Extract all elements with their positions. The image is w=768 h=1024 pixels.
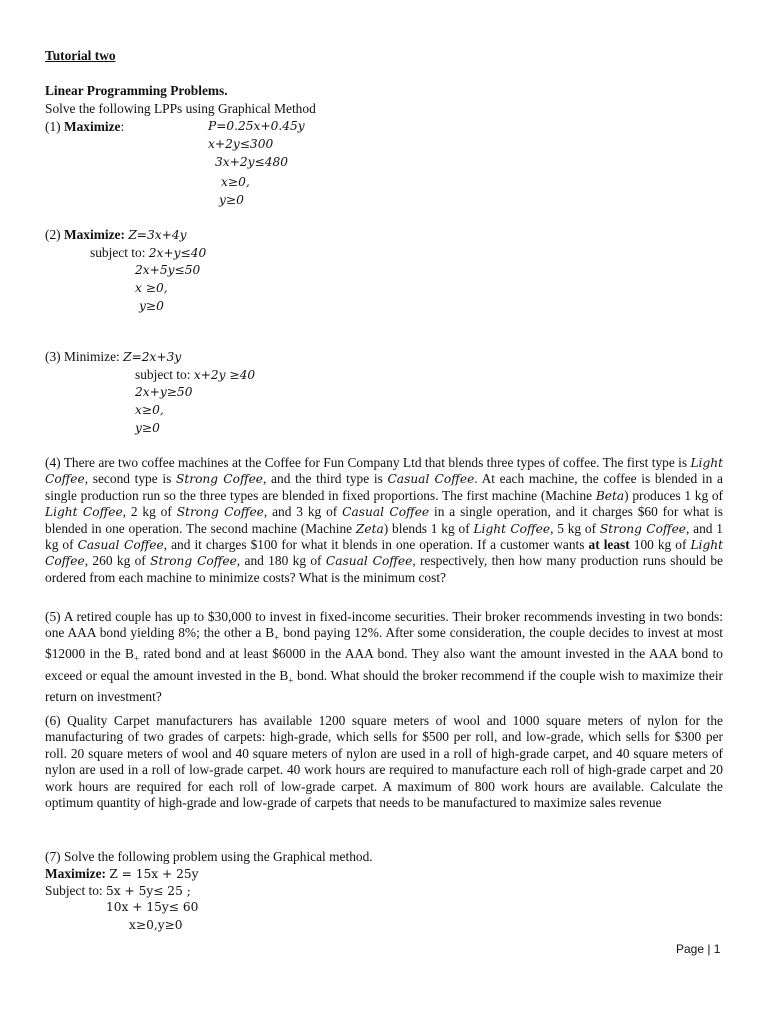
problem-1-constraint: x+2y≤300	[208, 137, 274, 151]
problem-3-label	[45, 348, 181, 366]
page-title: Tutorial two	[45, 48, 116, 63]
maximize-label: Maximize:	[45, 866, 110, 881]
problem-3-constraint: x≥0,	[135, 403, 164, 417]
problem-2-constraint: 2x+y≤40	[148, 246, 207, 260]
page-number: Page | 1	[676, 942, 721, 956]
problem-3-constraint: 2x+y≥50	[135, 385, 193, 399]
problem-2-subject	[90, 244, 206, 262]
problem-7-constraint: 5x + 5y≤ 25 ;	[106, 884, 191, 898]
machine-zeta-term: Zeta	[355, 521, 384, 536]
problem-6-text: (6) Quality Carpet manufacturers has available 1200 square meters of wool and 1000 square meters of nylon for the manufacturing of two grades of carpets: high-grade, which sells for $500 per roll, and low-grade, which sells for $300 per roll. 20 square meters of wool and 40 square meters of nylon are used in a roll of high-grade carpet, and 40 square meters of nylon are used in a roll of low-grade carpet. 40 work hours are required to manufacture each roll of high-grade carpet and 20 work hours are required for each roll of low-grade carpet. A maximum of 800 work hours are available. Calculate the optimum quantity of high-grade and low-grade of carpets that needs to be manufactured to maximize sales revenue	[45, 713, 723, 811]
problem-4-text: (4) There are two coffee machines at the Coffee for Fun Company Ltd that blends three types of coffee. The first type is Light Coffee, second type is Strong Coffee, and the third type is Casual Coffee. At each machine, the coffee is blended in a single production run so the three types are blended in fixed proportions. The first machine (Machine Beta) produces 1 kg of Light Coffee, 2 kg of Strong Coffee, and 3 kg of Casual Coffee in a single operation, and it charges $60 for what is blended in one operation. The second machine (Machine Zeta) blends 1 kg of Light Coffee, 5 kg of Strong Coffee, and 1 kg of Casual Coffee, and it charges $100 for what it blends in one operation. If a customer wants at least 100 kg of Light Coffee, 260 kg of Strong Coffee, and 180 kg of Casual Coffee, respectively, then how many production runs should be ordered from each machine to minimize costs? What is the minimum cost?	[45, 455, 723, 585]
maximize-label: Maximize:	[63, 227, 125, 242]
problem-1-objective: P=0.25x+0.45y	[208, 119, 305, 133]
strong-coffee-term: Strong Coffee	[176, 472, 264, 487]
problem-1-constraint: 3x+2y≤480	[215, 155, 288, 169]
subject-to-label: Subject to:	[45, 883, 106, 898]
colon: :	[120, 119, 125, 134]
problem-3-constraint: y≥0	[135, 421, 160, 435]
subject-to-label: subject to:	[135, 367, 194, 382]
problem-1-constraint: x≥0,	[221, 175, 250, 189]
maximize-label: Maximize	[63, 119, 121, 134]
subject-to-label: subject to:	[90, 245, 149, 260]
problem-number: (2)	[45, 227, 64, 242]
problem-2-constraint: 2x+5y≤50	[135, 263, 201, 277]
light-coffee-term: Light Coffee	[45, 456, 723, 487]
section-heading: Linear Programming Problems.	[45, 83, 228, 98]
problem-3-subject	[135, 366, 255, 384]
machine-beta-term: Beta	[595, 488, 625, 503]
problem-2-objective: Z=3x+4y	[128, 228, 187, 242]
problem-7-heading: (7) Solve the following problem using the Graphical method.	[45, 849, 373, 864]
problem-3-constraint: x+2y ≥40	[193, 368, 256, 382]
problem-7-constraint: x≥0,y≥0	[129, 918, 183, 932]
problem-3-objective: Z=2x+3y	[123, 350, 182, 364]
problem-7-objective-line	[45, 865, 199, 883]
problem-1-label	[45, 118, 124, 135]
casual-coffee-term: Casual Coffee	[387, 472, 475, 487]
problem-1-constraint: y≥0	[219, 193, 244, 207]
minimize-label: (3) Minimize:	[45, 349, 124, 364]
problem-7-subject-line	[45, 882, 191, 900]
problem-5-text: (5) A retired couple has up to $30,000 to invest in fixed-income securities. Their broker recommends investing in two bonds: one AAA bond yielding 8%; the other a $B_+$ bond paying 12%. After some consideration, the couple decides to invest at most $12000 in the $B_+$ rated bond and at least $6000 in the AAA bond. They also want the amount invested in the AAA bond to exceed or equal the amount invested in the $B_+$ bond. What should the broker recommend if the couple wish to maximize their return on investment?	[45, 609, 723, 704]
instructions: Solve the following LPPs using Graphical Method	[45, 101, 316, 116]
at-least-emphasis: at least	[588, 537, 630, 553]
problem-2-label	[45, 226, 186, 244]
problem-2-constraint: y≥0	[139, 299, 164, 313]
problem-number: (1)	[45, 119, 64, 134]
problem-7-constraint: 10x + 15y≤ 60	[106, 900, 199, 914]
problem-7-objective: Z = 15x + 25y	[109, 867, 199, 881]
problem-2-constraint: x ≥0,	[135, 281, 168, 295]
